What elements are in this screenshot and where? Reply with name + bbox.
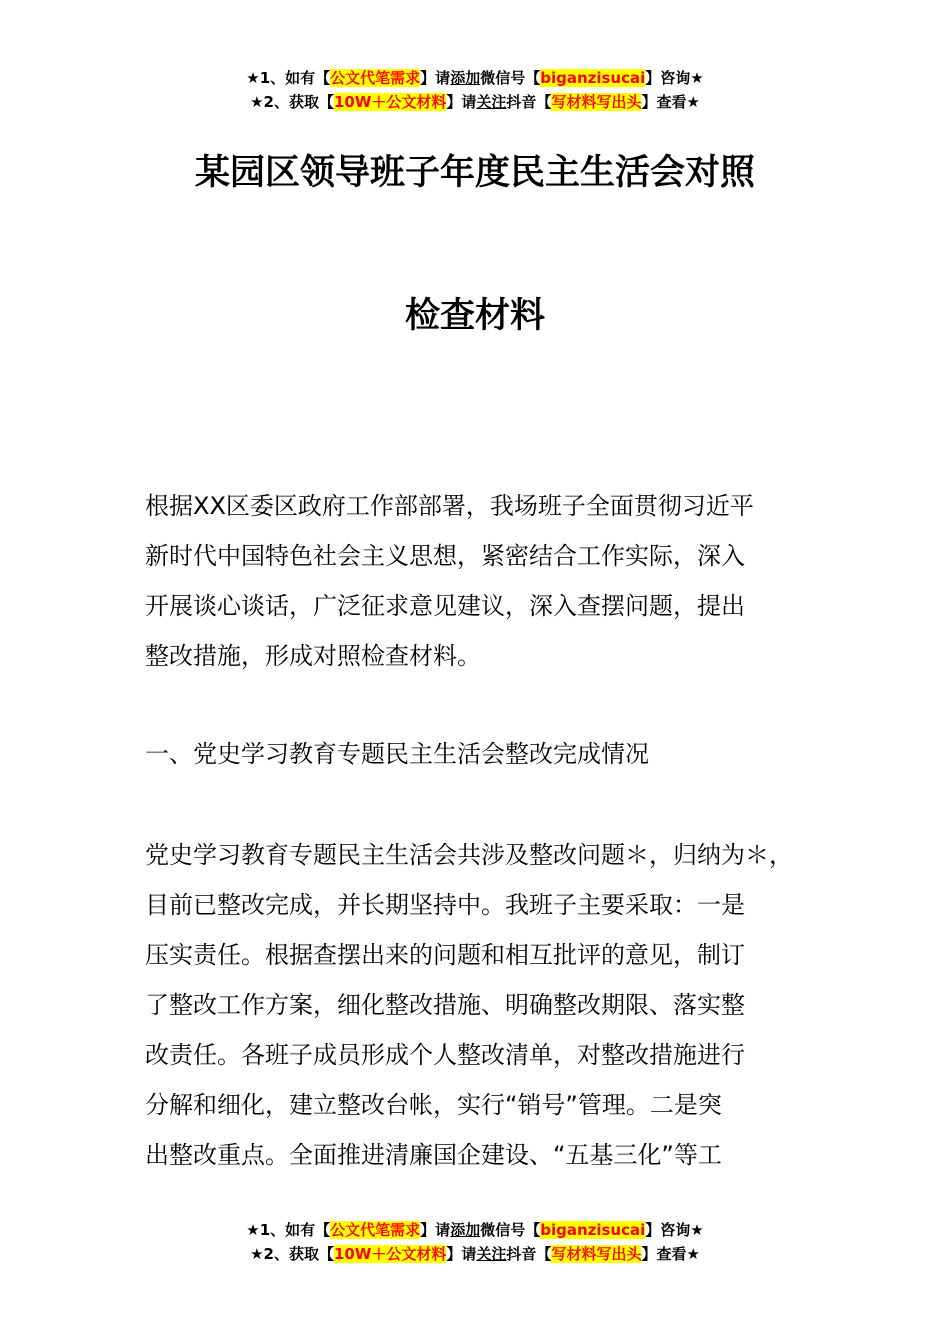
intro-paragraph [145, 481, 825, 681]
promo-text: 抖音【 [506, 93, 552, 111]
promo-highlight: 10W＋公文材料 [333, 1245, 447, 1263]
promo-highlight: 写材料写出头 [551, 93, 642, 111]
promo-line-1 [0, 66, 950, 90]
promo-text: 抖音【 [506, 1245, 552, 1263]
document-title-line-1: 某园区领导班子年度民主生活会对照 [194, 153, 755, 193]
section-heading-1 [145, 729, 825, 779]
promo-highlight: biganzisucai [540, 1221, 646, 1239]
promo-text: 】查看★ [641, 93, 700, 111]
section-heading-text: 一、党史学习教育专题民主生活会整改完成情况 [145, 740, 649, 768]
promo-highlight: 公文代笔需求 [330, 1221, 421, 1239]
promo-text: ★2、获取【 [250, 1245, 334, 1263]
document-title-line-2: 检查材料 [404, 296, 545, 336]
promo-highlight: 10W＋公文材料 [333, 93, 447, 111]
promo-text: ★2、获取【 [250, 93, 334, 111]
paragraph-line: 出整改重点。全面推进清廉国企建设、“五基三化”等工 [145, 1141, 722, 1169]
promo-text: 】请 [446, 93, 477, 111]
promo-highlight: 公文代笔需求 [330, 69, 421, 87]
promo-text: ★1、如有【 [246, 1221, 331, 1239]
promo-line-2 [0, 1242, 950, 1266]
paragraph-line: 开展谈心谈话，广泛征求意见建议，深入查摆问题，提出 [145, 592, 745, 620]
promo-text: ★1、如有【 [246, 69, 331, 87]
promo-text: 】咨询★ [645, 69, 704, 87]
promo-text: 微信号【 [480, 1221, 541, 1239]
paragraph-line: 改责任。各班子成员形成个人整改清单，对整改措施进行 [145, 1041, 745, 1069]
promo-underline: 添加 [450, 69, 481, 87]
promo-underline: 添加 [450, 1221, 481, 1239]
footer-promo-banner [0, 1218, 950, 1266]
paragraph-line: 根据XX区委区政府工作部部署，我场班子全面贯彻习近平 [145, 492, 754, 520]
promo-highlight: 写材料写出头 [551, 1245, 642, 1263]
promo-line-2 [0, 90, 950, 114]
promo-text: 】请 [420, 1221, 451, 1239]
promo-text: 微信号【 [480, 69, 541, 87]
header-promo-banner [0, 66, 950, 114]
promo-underline: 关注 [476, 1245, 507, 1263]
paragraph-line: 新时代中国特色社会主义思想，紧密结合工作实际，深入 [145, 542, 745, 570]
paragraph-line: 目前已整改完成，并长期坚持中。我班子主要采取：一是 [145, 891, 745, 919]
paragraph-line: 党史学习教育专题民主生活会共涉及整改问题＊，归纳为＊， [145, 841, 793, 869]
promo-text: 】咨询★ [645, 1221, 704, 1239]
paragraph-line: 压实责任。根据查摆出来的问题和相互批评的意见，制订 [145, 941, 745, 969]
paragraph-line: 了整改工作方案，细化整改措施、明确整改期限、落实整 [145, 991, 745, 1019]
promo-underline: 关注 [476, 93, 507, 111]
promo-text: 】请 [446, 1245, 477, 1263]
promo-highlight: biganzisucai [540, 69, 646, 87]
paragraph-line: 分解和细化，建立整改台帐，实行“销号”管理。二是突 [145, 1091, 722, 1119]
promo-line-1 [0, 1218, 950, 1242]
paragraph-line: 整改措施，形成对照检查材料。 [145, 642, 481, 670]
promo-text: 】请 [420, 69, 451, 87]
section-paragraph [145, 830, 825, 1180]
promo-text: 】查看★ [641, 1245, 700, 1263]
